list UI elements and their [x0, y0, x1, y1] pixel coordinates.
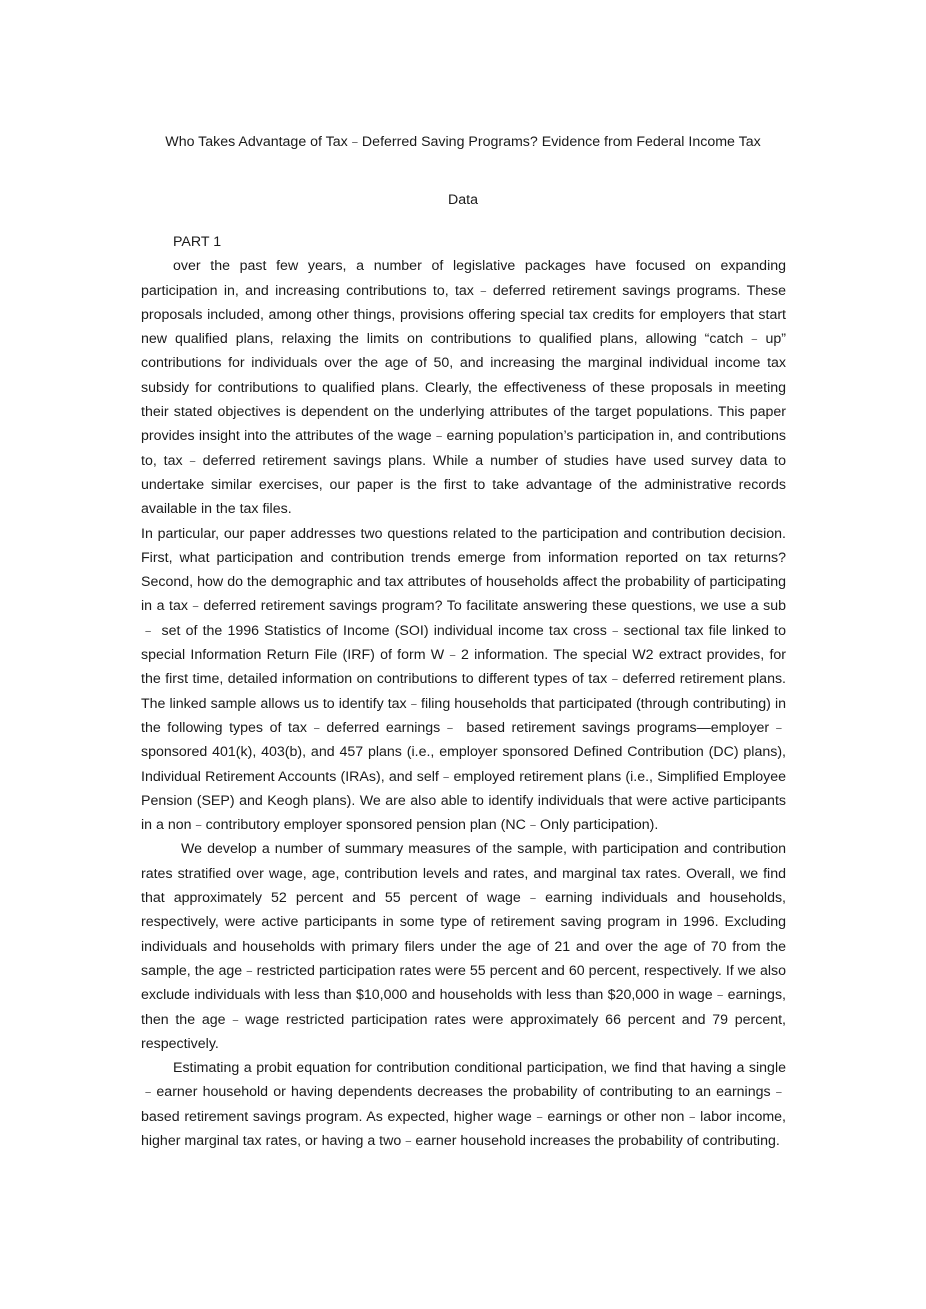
- paragraph-2: In particular, our paper addresses two questions related to the participation and contribution decision. First, what participation and contribution trends emerge from information reported on tax returns? Second, how do the demographic and tax attributes of households affect the probability of participating in a tax﹣deferred retirement savings program? To facilitate answering these questions, we use a sub﹣ set of the 1996 Statistics of Income (SOI) individual income tax cross﹣sectional tax file linked to special Information Return File (IRF) of form W﹣2 information. The special W2 extract provides, for the first time, detailed information on contributions to different types of tax﹣deferred retirement plans. The linked sample allows us to identify tax﹣filing households that participated (through contributing) in the following types of tax﹣deferred earnings﹣ based retirement savings programs—employer﹣sponsored 401(k), 403(b), and 457 plans (i.e., employer sponsored Defined Contribution (DC) plans), Individual Retirement Accounts (IRAs), and self﹣employed retirement plans (i.e., Simplified Employee Pension (SEP) and Keogh plans). We are also able to identify individuals that were active participants in a non﹣contributory employer sponsored pension plan (NC﹣Only participation).: [141, 525, 786, 834]
- document-body: [141, 230, 786, 1153]
- document-subtitle: Data: [448, 192, 478, 208]
- document-title: Who Takes Advantage of Tax﹣Deferred Saving Programs? Evidence from Federal Income Tax: [165, 134, 761, 150]
- section-label: PART 1: [173, 234, 222, 250]
- paragraph-4: Estimating a probit equation for contribution conditional participation, we find that having a single﹣earner household or having dependents decreases the probability of contributing to an earnings﹣ based retirement savings program. As expected, higher wage﹣earnings or other non﹣labor income, higher marginal tax rates, or having a two﹣earner household increases the probability of contributing.: [141, 1060, 786, 1149]
- paragraph-3: We develop a number of summary measures of the sample, with participation and contribution rates stratified over wage, age, contribution levels and rates, and marginal tax rates. Overall, we find that approximately 52 percent and 55 percent of wage﹣earning individuals and households, respectively, were active participants in some type of retirement saving program in 1996. Excluding individuals and households with primary filers under the age of 21 and over the age of 70 from the sample, the age﹣restricted participation rates were 55 percent and 60 percent, respectively. If we also exclude individuals with less than $10,000 and households with less than $20,000 in wage﹣earnings, then the age﹣wage restricted participation rates were approximately 66 percent and 79 percent, respectively.: [141, 841, 786, 1052]
- paragraph-1: over the past few years, a number of legislative packages have focused on expanding participation in, and increasing contributions to, tax﹣deferred retirement savings programs. These proposals included, among other things, provisions offering special tax credits for employers that start new qualified plans, relaxing the limits on contributions to qualified plans, allowing “catch﹣up” contributions for individuals over the age of 50, and increasing the marginal individual income tax subsidy for contributions to qualified plans. Clearly, the effectiveness of these proposals in meeting their stated objectives is dependent on the underlying attributes of the target populations. This paper provides insight into the attributes of the wage﹣earning population’s participation in, and contributions to, tax﹣deferred retirement savings plans. While a number of studies have used survey data to undertake similar exercises, our paper is the first to take advantage of the administrative records available in the tax files.: [141, 258, 786, 518]
